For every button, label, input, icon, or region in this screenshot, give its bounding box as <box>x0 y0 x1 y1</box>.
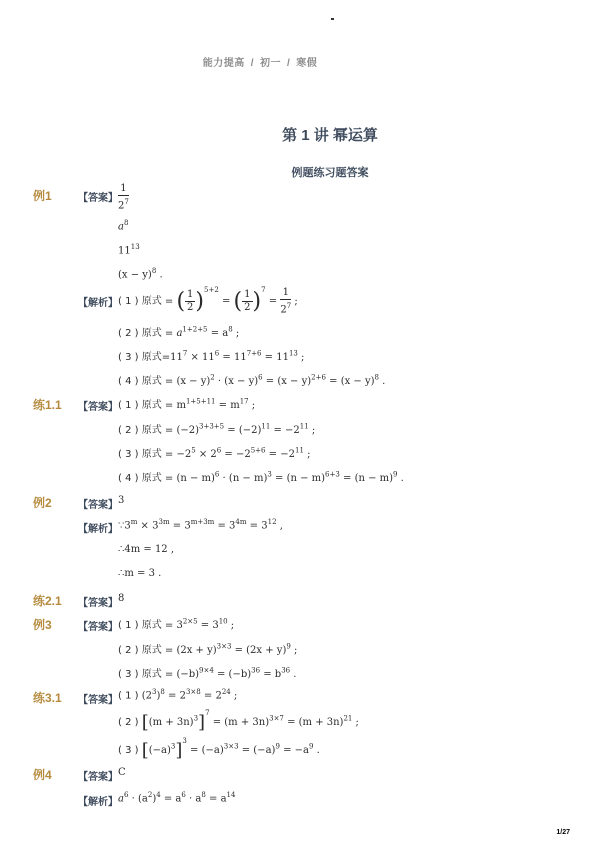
label-ex3: 例3 <box>33 618 52 632</box>
answer-tag: 【答案】 <box>78 772 118 783</box>
ex2-step-1: $\because 3^m \times 3^{3m} = 3^{m+3m} = 3^{4m} = 3^{12}$ , <box>118 518 283 532</box>
ex1-step-4: ( 4 ) 原式 = $(x - y)^2 \cdot (x - y)^6 = (x - y)^{2+6} = (x - y)^8$ . <box>118 373 386 387</box>
breadcrumb-item: 能力提高 <box>202 58 245 69</box>
pr11-line-1: ( 1 ) 原式 = $m^{1+5+11} = m^{17}$ ; <box>118 397 256 411</box>
ex1-step-1: ( 1 ) 原式 = ( $\frac{1}{2}$ )$^{5+2}$ = ( $\frac{1}{2}$ )$^7$ = $\frac{1}{2^7}$ ; <box>118 286 298 316</box>
ex4-step: $a^6 \cdot (a^2)^4 = a^6 \cdot a^8 = a^{14}$ <box>118 791 236 805</box>
breadcrumb-item: 寒假 <box>296 58 318 69</box>
answer-tag: 【答案】 <box>78 500 118 511</box>
label-pr21: 练2.1 <box>33 594 62 608</box>
analysis-tag: 【解析】 <box>78 797 118 808</box>
ex1-step-3: ( 3 ) 原式$=11^7 \times 11^6 = 11^{7+6} = 11^{13}$ ; <box>118 349 305 363</box>
label-ex1: 例1 <box>33 189 52 203</box>
pr21-answer: 8 <box>118 593 125 604</box>
ex1-answer-4: $(x - y)^8$ . <box>118 267 163 281</box>
pr31-line-1: ( 1 ) $(2^3)^8 = 2^{3\times 8} = 2^{24}$ ; <box>118 688 238 702</box>
pr31-line-2: ( 2 ) $[(m + 3n)^3]^7 = (m + 3n)^{3\times 7} = (m + 3n)^{21}$ ; <box>118 709 359 733</box>
ex3-line-1: ( 1 ) 原式 = $3^{2\times 5} = 3^{10}$ ; <box>118 617 235 631</box>
answer-tag: 【答案】 <box>78 695 118 706</box>
ex1-step-2: ( 2 ) 原式 = $a^{1+2+5} = a^8$ ; <box>118 325 240 339</box>
label-pr31: 练3.1 <box>33 691 62 705</box>
analysis-tag: 【解析】 <box>78 298 118 309</box>
ex1-answer-3: $11^{13}$ <box>118 243 140 257</box>
ex2-step-2: ∴4m = 12 , <box>118 544 175 555</box>
ex1-answer-1: $\frac{1}{2^7}$ <box>118 183 129 212</box>
section-subtitle: 例题练习题答案 <box>291 167 369 179</box>
pr11-line-3: ( 3 ) 原式 = $-2^5 \times 2^6 = -2^{5+6} = -2^{11}$ ; <box>118 446 311 460</box>
ex3-line-3: ( 3 ) 原式 = $(-b)^{9\times 4} = (-b)^{36} = b^{36}$ . <box>118 666 297 680</box>
answer-tag: 【答案】 <box>78 598 118 609</box>
answer-tag: 【答案】 <box>78 622 118 633</box>
ex2-step-3: ∴m = 3 . <box>118 568 162 579</box>
breadcrumb-item: 初一 <box>260 58 281 69</box>
page-number: 1/27 <box>556 829 570 836</box>
breadcrumb: 能力提高 / 初一 / 寒假 <box>202 58 318 69</box>
ex3-line-2: ( 2 ) 原式 = $(2x + y)^{3\times 3} = (2x + y)^9$ ; <box>118 642 298 656</box>
label-ex2: 例2 <box>33 496 52 510</box>
ex1-answer-2: $a^8$ <box>118 219 129 233</box>
ex2-answer: 3 <box>118 495 125 506</box>
label-ex4: 例4 <box>33 768 52 782</box>
answer-tag: 【答案】 <box>78 402 118 413</box>
pr11-line-2: ( 2 ) 原式 = $(-2)^{3+3+5} = (-2)^{11} = -2^{11}$ ; <box>118 422 316 436</box>
pr31-line-3: ( 3 ) $[(-a)^3]^3 = (-a)^{3\times 3} = (-a)^9 = -a^9$ . <box>118 737 320 761</box>
pr11-line-4: ( 4 ) 原式 = $(n - m)^6 \cdot (n - m)^3 = (n - m)^{6+3} = (n - m)^9$ . <box>118 470 404 484</box>
label-pr11: 练1.1 <box>33 398 62 412</box>
ex4-answer: C <box>118 767 126 778</box>
answer-tag: 【答案】 <box>78 193 118 204</box>
header-mark <box>331 18 334 20</box>
analysis-tag: 【解析】 <box>78 524 118 535</box>
page-title: 第 1 讲 幂运算 <box>282 127 378 144</box>
